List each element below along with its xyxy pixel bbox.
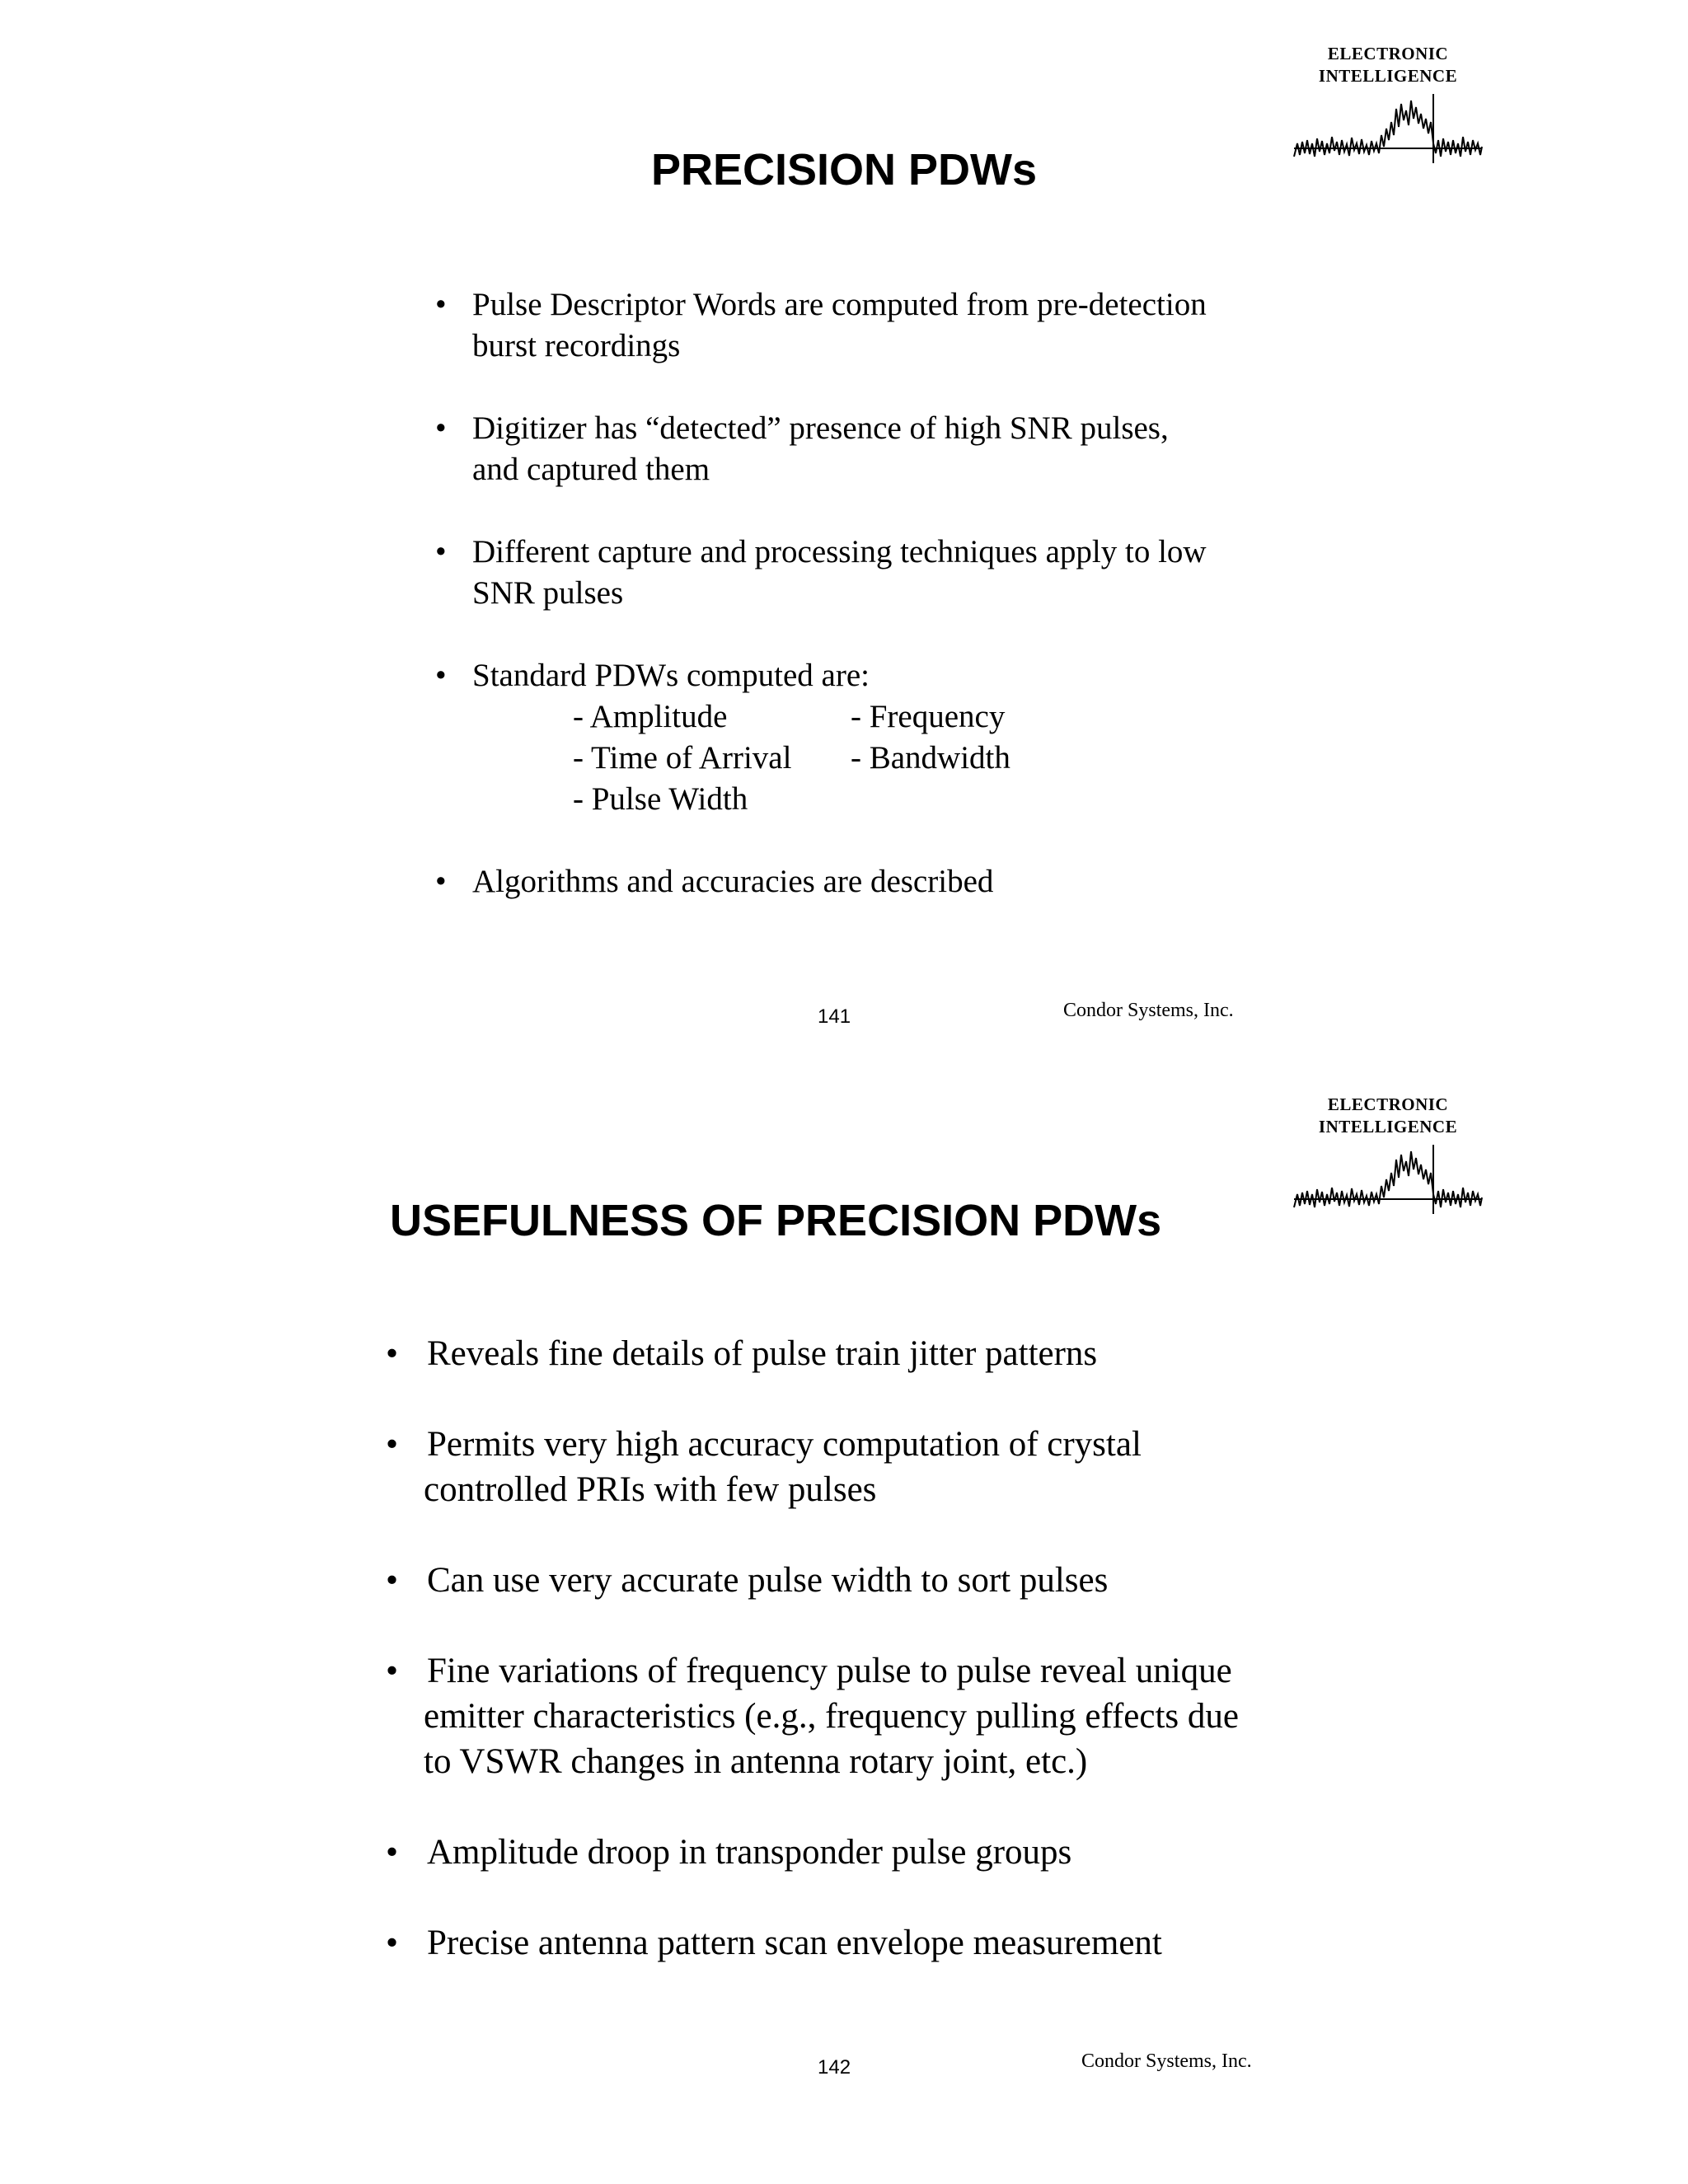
- pdw-item: - Time of Arrival: [573, 740, 792, 776]
- signal-spectrum-icon: [1291, 1140, 1485, 1214]
- bullet-text: Fine variations of frequency pulse to pulse reveal unique: [427, 1652, 1232, 1690]
- bullet-dot: •: [386, 1561, 399, 1600]
- bullet-item: [386, 1648, 1239, 1784]
- bullet-item: [435, 861, 993, 902]
- bullet-dot: •: [435, 410, 447, 446]
- bullet-text: Can use very accurate pulse width to sort pulses: [427, 1561, 1109, 1600]
- electronic-intelligence-logo: [1289, 1094, 1487, 1214]
- logo-line-1: ELECTRONIC: [1327, 1094, 1449, 1114]
- bullet-item: [386, 1331, 1097, 1376]
- bullet-text: Reveals fine details of pulse train jitter patterns: [427, 1334, 1098, 1373]
- bullet-dot: •: [386, 1334, 399, 1373]
- bullet-item: [435, 284, 1207, 367]
- bullet-text: Different capture and processing techniques apply to low: [472, 534, 1207, 569]
- bullet-dot: •: [386, 1924, 399, 1962]
- logo-line-2: INTELLIGENCE: [1318, 66, 1458, 86]
- company-name: Condor Systems, Inc.: [1081, 2050, 1252, 2072]
- bullet-text: Algorithms and accuracies are described: [472, 864, 994, 899]
- bullet-dot: •: [435, 287, 447, 322]
- bullet-dot: •: [435, 534, 447, 569]
- pdw-item: - Amplitude: [573, 699, 728, 734]
- bullet-text: and captured them: [472, 452, 710, 487]
- pdw-item: - Bandwidth: [851, 740, 1010, 776]
- page-number: 141: [818, 1005, 851, 1028]
- bullet-dot: •: [386, 1833, 399, 1872]
- page-number: 142: [818, 2056, 851, 2079]
- slide-title: PRECISION PDWs: [650, 145, 1038, 194]
- bullet-item: [386, 1558, 1108, 1603]
- bullet-text: controlled PRIs with few pulses: [424, 1470, 877, 1509]
- bullet-dot: •: [435, 658, 447, 693]
- bullet-dot: •: [386, 1652, 399, 1690]
- logo-line-1: ELECTRONIC: [1327, 44, 1449, 63]
- pdw-item: - Pulse Width: [573, 781, 748, 817]
- bullet-item: [386, 1920, 1162, 1966]
- bullet-text: SNR pulses: [472, 575, 624, 611]
- bullet-item: [435, 655, 870, 696]
- bullet-text: Standard PDWs computed are:: [472, 658, 870, 693]
- bullet-text: Digitizer has “detected” presence of high SNR pulses,: [472, 410, 1169, 446]
- bullet-item: [435, 532, 1207, 614]
- bullet-text: burst recordings: [472, 328, 681, 363]
- bullet-text: Precise antenna pattern scan envelope measurement: [427, 1924, 1162, 1962]
- bullet-text: Permits very high accuracy computation of crystal: [427, 1425, 1142, 1464]
- bullet-text: emitter characteristics (e.g., frequency pulling effects due: [424, 1697, 1239, 1736]
- bullet-item: [435, 408, 1169, 490]
- bullet-text: Amplitude droop in transponder pulse groups: [427, 1833, 1072, 1872]
- logo-line-2: INTELLIGENCE: [1318, 1117, 1458, 1137]
- bullet-item: [386, 1830, 1071, 1875]
- slide-title: USEFULNESS OF PRECISION PDWs: [390, 1196, 1162, 1245]
- bullet-dot: •: [386, 1425, 399, 1464]
- bullet-text: to VSWR changes in antenna rotary joint, etc.): [424, 1742, 1088, 1781]
- company-name: Condor Systems, Inc.: [1063, 1000, 1234, 1021]
- pdw-item: - Frequency: [851, 699, 1006, 734]
- slide-142: [0, 1051, 1688, 2143]
- bullet-item: [386, 1422, 1142, 1512]
- bullet-dot: •: [435, 864, 447, 899]
- bullet-text: Pulse Descriptor Words are computed from pre-detection: [472, 287, 1207, 322]
